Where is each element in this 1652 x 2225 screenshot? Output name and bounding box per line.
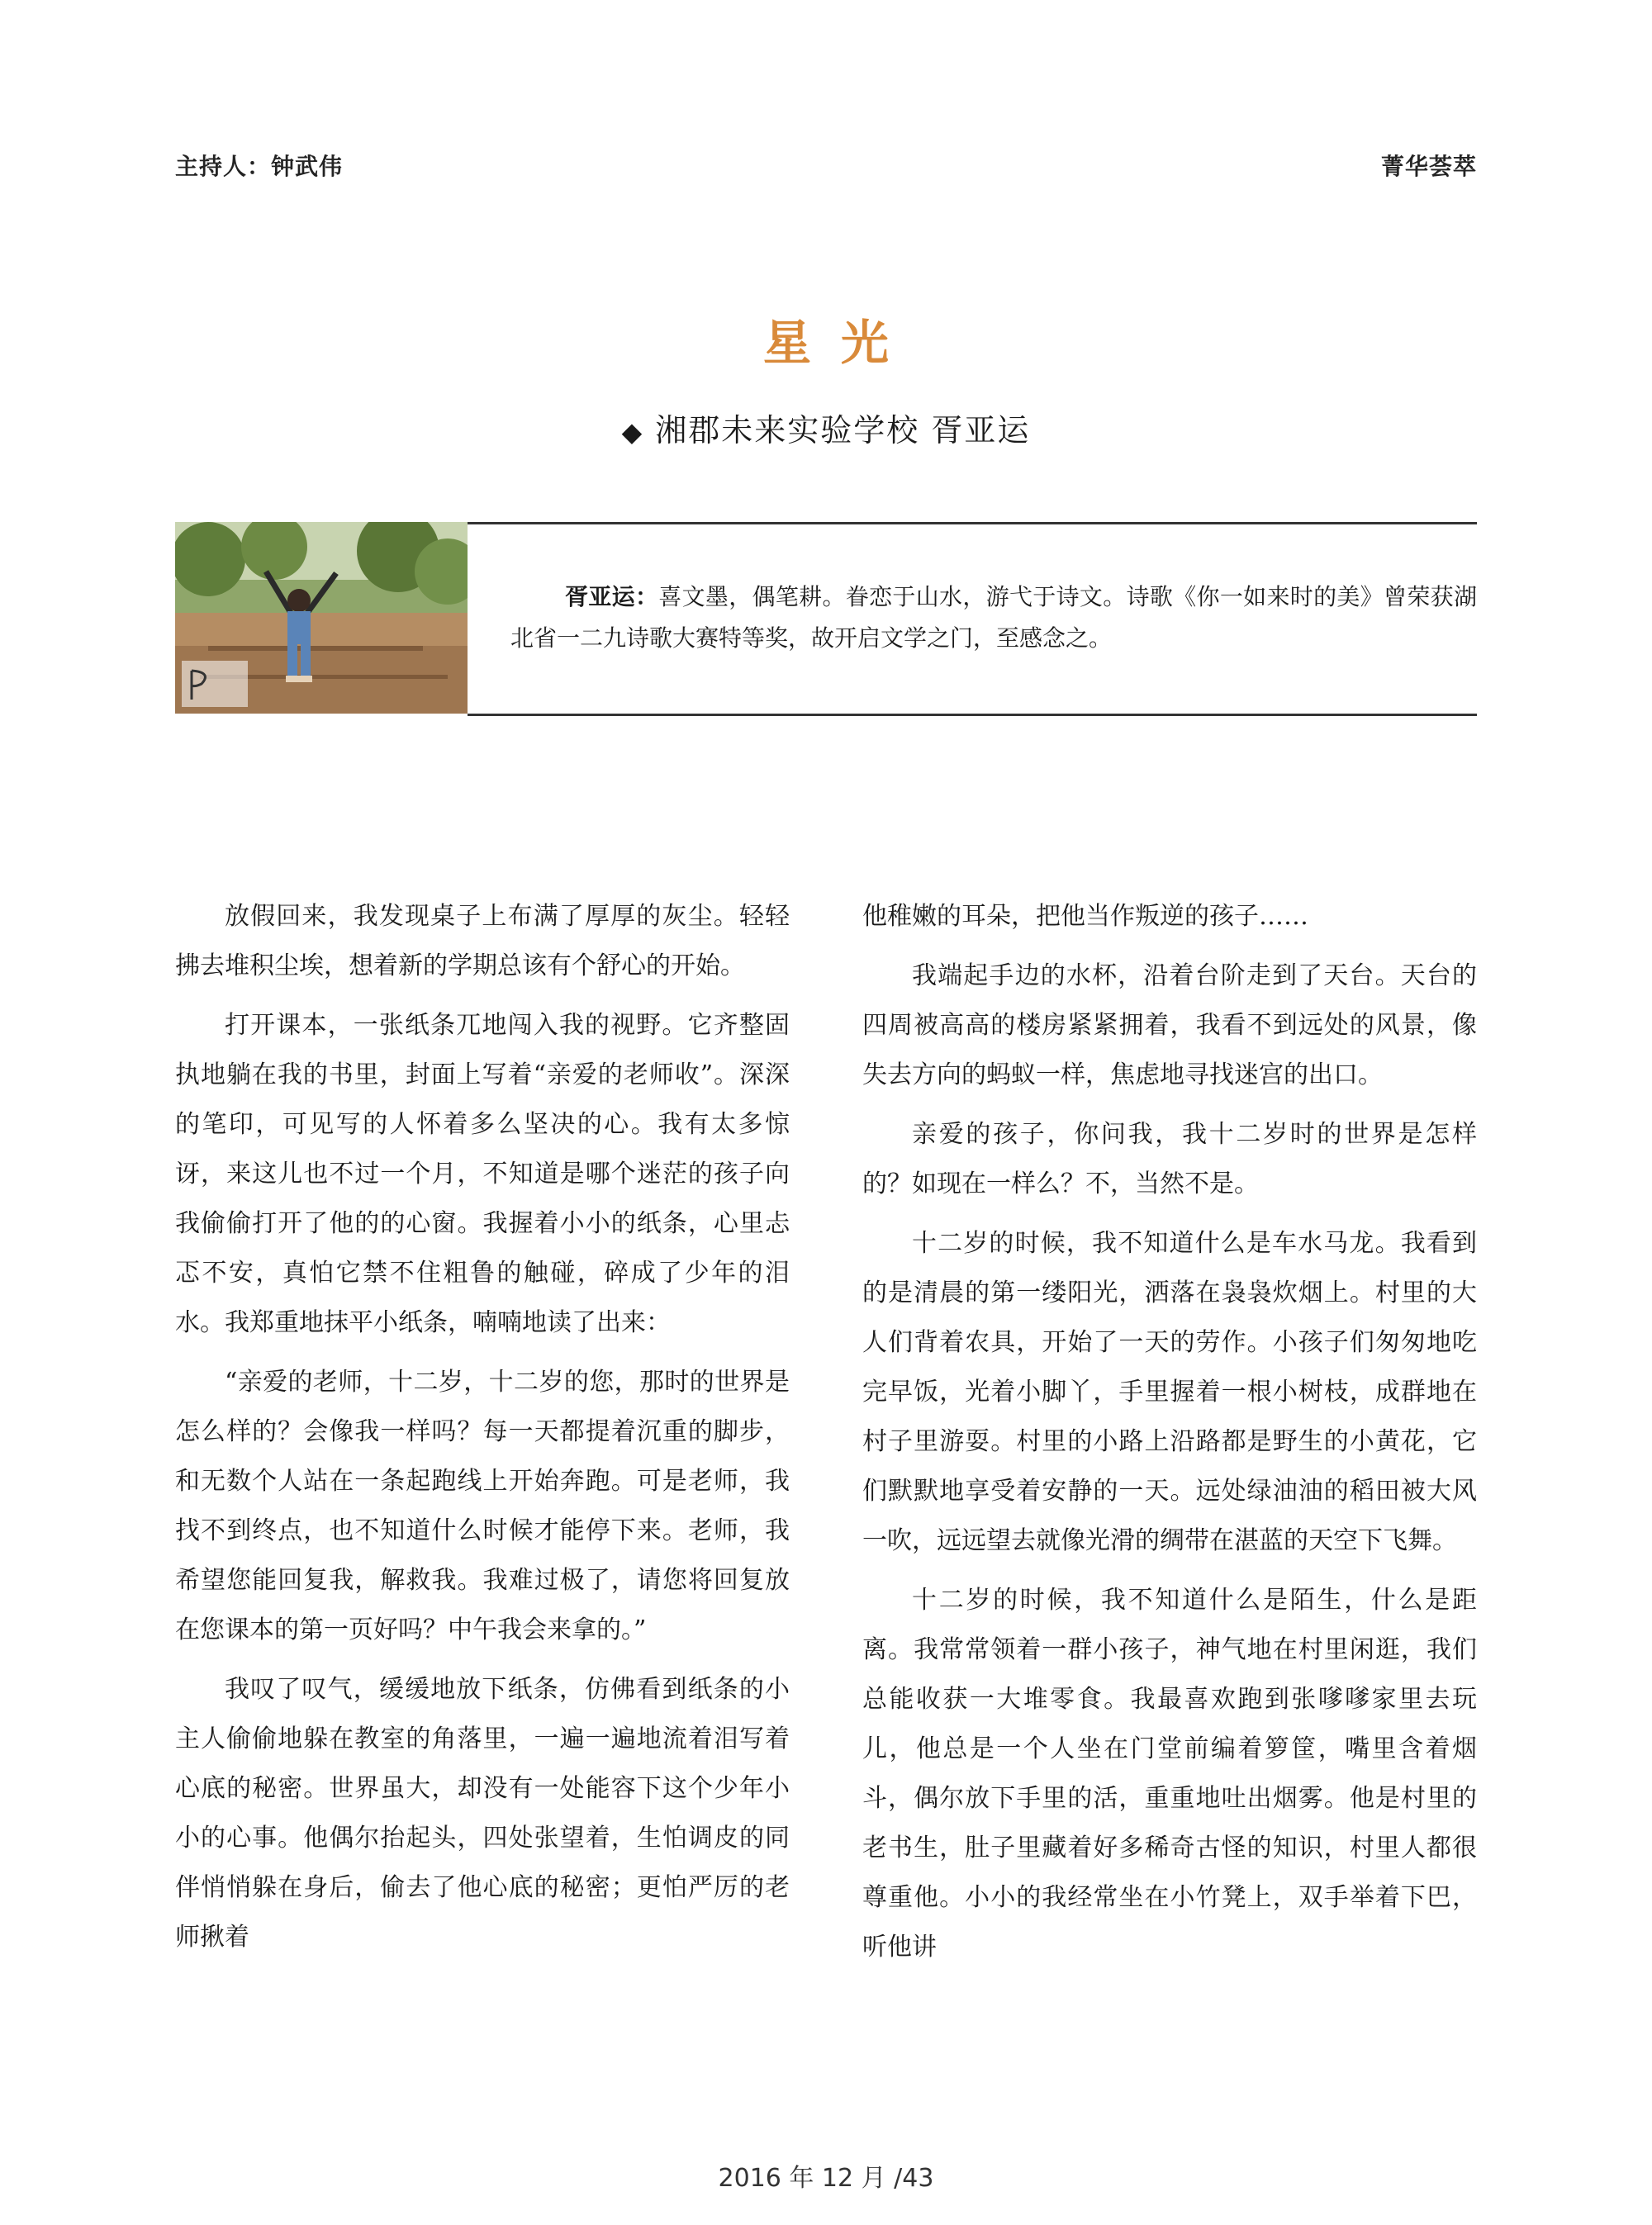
author-bio [510, 576, 1477, 659]
bio-name: 胥亚运： [565, 583, 659, 610]
body-column-left [175, 892, 790, 1972]
paragraph: 我叹了叹气，缓缓地放下纸条，仿佛看到纸条的小主人偷偷地躲在教室的角落里，一遍一遍地流着泪写着心底的秘密。世界虽大，却没有一处能容下这个少年小小的心事。他偶尔抬起头，四处张望着，生怕调皮的同伴悄悄躲在身后，偷去了他心底的秘密；更怕严厉的老师揪着 [175, 1675, 790, 1952]
page-footer: 2016 年 12 月 /43 [718, 2164, 934, 2193]
paragraph: “亲爱的老师，十二岁，十二岁的您，那时的世界是怎么样的？会像我一样吗？每一天都提着沉重的脚步，和无数个人站在一条起跑线上开始奔跑。可是老师，我找不到终点，也不知道什么时候才能停下来。老师，我希望您能回复我，解救我。我难过极了，请您将回复放在您课本的第一页好吗？中午我会来拿的。” [175, 1368, 790, 1644]
paragraph: 我端起手边的水杯，沿着台阶走到了天台。天台的四周被高高的楼房紧紧拥着，我看不到远处的风景，像失去方向的蚂蚁一样，焦虑地寻找迷宫的出口。 [862, 961, 1477, 1089]
paragraph: 亲爱的孩子，你问我，我十二岁时的世界是怎样的？如现在一样么？不，当然不是。 [862, 1120, 1477, 1198]
paragraph: 放假回来，我发现桌子上布满了厚厚的灰尘。轻轻拂去堆积尘埃，想着新的学期总该有个舒心的开始。 [175, 902, 790, 980]
byline [0, 405, 1652, 450]
paragraph: 打开课本，一张纸条兀地闯入我的视野。它齐整固执地躺在我的书里，封面上写着“亲爱的老师收”。深深的笔印，可见写的人怀着多么坚决的心。我有太多惊讶，来这儿也不过一个月，不知道是哪个迷茫的孩子向我偷偷打开了他的的心窗。我握着小小的纸条，心里忐忑不安，真怕它禁不住粗鲁的触碰，碎成了少年的泪水。我郑重地抹平小纸条，喃喃地读了出来： [175, 1011, 790, 1337]
host-label: 主持人：钟武伟 [175, 153, 344, 180]
diamond-icon: ◆ [621, 416, 644, 448]
paragraph: 十二岁的时候，我不知道什么是车水马龙。我看到的是清晨的第一缕阳光，洒落在袅袅炊烟上。村里的大人们背着农具，开始了一天的劳作。小孩子们匆匆地吃完早饭，光着小脚丫，手里握着一根小树枝，成群地在村子里游耍。村里的小路上沿路都是野生的小黄花，它们默默地享受着安静的一天。远处绿油油的稻田被大风一吹，远远望去就像光滑的绸带在湛蓝的天空下飞舞。 [862, 1229, 1477, 1555]
paragraph-continued: 他稚嫩的耳朵，把他当作叛逆的孩子…… [862, 902, 1308, 931]
article-title: 星光 [762, 315, 919, 371]
author-photo [175, 522, 468, 714]
column-name: 菁华荟萃 [1380, 153, 1477, 180]
body-column-right [862, 892, 1477, 1982]
byline-text: 湘郡未来实验学校 胥亚运 [655, 412, 1031, 448]
bio-rule-top [468, 522, 1477, 524]
bio-text: 喜文墨，偶笔耕。眷恋于山水，游弋于诗文。诗歌《你一如来时的美》曾荣获湖北省一二九诗歌大赛特等奖，故开启文学之门，至感念之。 [510, 583, 1477, 652]
paragraph: 十二岁的时候，我不知道什么是陌生，什么是距离。我常常领着一群小孩子，神气地在村里闲逛，我们总能收获一大堆零食。我最喜欢跑到张嗲嗲家里去玩儿，他总是一个人坐在门堂前编着箩筐，嘴里含着烟斗，偶尔放下手里的活，重重地吐出烟雾。他是村里的老书生，肚子里藏着好多稀奇古怪的知识，村里人都很尊重他。小小的我经常坐在小竹凳上，双手举着下巴，听他讲 [862, 1586, 1477, 1962]
bio-rule-bottom [468, 714, 1477, 716]
